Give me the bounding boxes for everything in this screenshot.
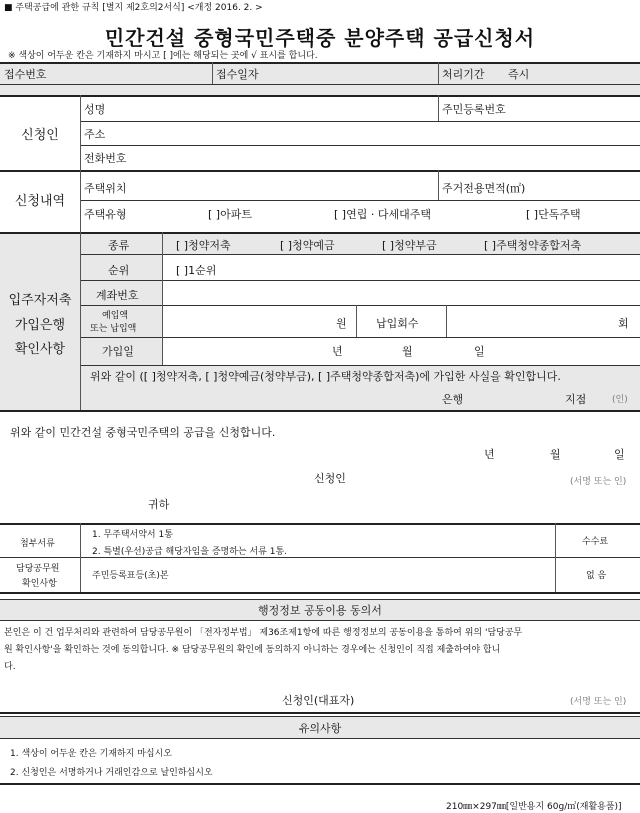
officer-check-label-2: 확인사항 xyxy=(22,579,57,589)
bank-seal-note: (인) xyxy=(612,395,628,405)
bank-label: 은행 xyxy=(442,393,464,406)
processing-period-value: 즉시 xyxy=(508,68,530,81)
receipt-date-label: 접수일자 xyxy=(216,68,259,81)
times-unit: 회 xyxy=(618,317,629,330)
rank-first-option[interactable]: [ ]1순위 xyxy=(176,264,217,277)
fee-label: 수수료 xyxy=(582,537,609,547)
form-note: ※ 색상이 어두운 칸은 기재하지 마시고 [ ]에는 해당되는 곳에 √ 표시를 합니다. xyxy=(8,51,318,61)
date-year: 년 xyxy=(484,448,495,461)
savings-section-line: 입주자저축 xyxy=(8,293,72,308)
rank-label: 순위 xyxy=(108,264,130,277)
savings-section-line: 가입은행 xyxy=(14,317,66,333)
officer-check-item: 주민등록표등(초)본 xyxy=(92,571,169,581)
house-type-detached-option[interactable]: [ ]단독주택 xyxy=(526,208,581,221)
recipient-label: 귀하 xyxy=(148,498,170,511)
regulation-header: ■ 주택공급에 관한 규칙 [별지 제2호의2서식] <개정 2016. 2. > xyxy=(4,3,263,13)
savings-kind-label: 종류 xyxy=(108,239,130,252)
house-type-label: 주택유형 xyxy=(84,208,127,221)
name-label: 성명 xyxy=(84,103,106,116)
processing-period-label: 처리기간 xyxy=(442,68,485,81)
cautions-title: 유의사항 xyxy=(298,722,342,735)
savings-section-label xyxy=(0,289,80,363)
address-label: 주소 xyxy=(84,128,106,141)
consent-title: 행정정보 공동이용 동의서 xyxy=(258,604,382,617)
attachments-label: 첨부서류 xyxy=(20,539,55,549)
savings-section-line: 확인사항 xyxy=(14,342,66,358)
resident-number-label: 주민등록번호 xyxy=(442,103,506,116)
caution-item: 1. 색상이 어두운 칸은 기재하지 마십시오 xyxy=(10,749,172,759)
attachment-item: 2. 특별(우선)공급 해당자임을 증명하는 서류 1통. xyxy=(92,547,287,557)
join-day-unit: 일 xyxy=(474,345,485,358)
account-number-label: 계좌번호 xyxy=(96,289,139,302)
caution-item: 2. 신청인은 서명하거나 거래인감으로 날인하십시오 xyxy=(10,768,213,778)
kind-comprehensive-savings-option[interactable]: [ ]주택청약종합저축 xyxy=(484,239,582,252)
form-title: 민간건설 중형국민주택중 분양주택 공급신청서 xyxy=(104,26,536,50)
house-type-apartment-option[interactable]: [ ]아파트 xyxy=(208,208,252,221)
house-location-label: 주택위치 xyxy=(84,182,127,195)
join-year-unit: 년 xyxy=(332,345,343,358)
receipt-shade xyxy=(0,62,640,95)
consent-text-line: 다. xyxy=(4,662,16,672)
kind-subscription-savings-option[interactable]: [ ]청약저축 xyxy=(176,239,231,252)
phone-label: 전화번호 xyxy=(84,152,127,165)
fee-value: 없 음 xyxy=(586,571,607,581)
join-date-label: 가입일 xyxy=(102,345,134,358)
savings-confirmation-text: 위와 같이 ([ ]청약저축, [ ]청약예금(청약부금), [ ]주택청약종합저축)에 가입한 사실을 확인합니다. xyxy=(90,370,561,383)
consent-sign-note: (서명 또는 인) xyxy=(570,697,627,707)
kind-subscription-installment-option[interactable]: [ ]청약부금 xyxy=(382,239,437,252)
join-month-unit: 월 xyxy=(402,345,413,358)
deposit-amount-label-2: 또는 납입액 xyxy=(90,324,137,334)
kind-subscription-deposit-option[interactable]: [ ]청약예금 xyxy=(280,239,335,252)
application-declaration: 위와 같이 민간건설 중형국민주택의 공급을 신청합니다. xyxy=(10,426,276,439)
house-type-multiplex-option[interactable]: [ ]연립 · 다세대주택 xyxy=(334,208,431,221)
consent-text-line: 원 확인사항'을 확인하는 것에 동의합니다. ※ 담당공무원의 확인에 동의하지 아니하는 경우에는 신청인이 직접 제출하여야 합니 xyxy=(4,645,501,655)
date-month: 월 xyxy=(550,448,561,461)
applicant-section-label: 신청인 xyxy=(21,128,59,143)
consent-signer-label: 신청인(대표자) xyxy=(282,694,355,707)
officer-check-label-1: 담당공무원 xyxy=(16,564,60,574)
signer-label: 신청인 xyxy=(314,472,346,485)
signer-sign-note: (서명 또는 인) xyxy=(570,477,627,487)
branch-label: 지점 xyxy=(565,393,587,406)
attachment-item: 1. 무주택서약서 1통 xyxy=(92,530,173,540)
won-unit: 원 xyxy=(336,317,347,330)
consent-text-line: 본인은 이 건 업무처리와 관련하여 담당공무원이 「전자정부법」 제36조제1항에 따른 행정정보의 공동이용을 통하여 위의 '담당공무 xyxy=(4,628,523,638)
details-section-label: 신청내역 xyxy=(14,194,66,209)
deposit-amount-label-1: 예입액 xyxy=(102,311,129,321)
paper-spec-footer: 210㎜×297㎜[일반용지 60g/㎡(재활용품)] xyxy=(446,802,622,812)
receipt-number-label: 접수번호 xyxy=(4,68,47,81)
date-day: 일 xyxy=(614,448,625,461)
exclusive-area-label: 주거전용면적(㎡) xyxy=(442,182,526,195)
payment-count-label: 납입회수 xyxy=(376,317,419,330)
